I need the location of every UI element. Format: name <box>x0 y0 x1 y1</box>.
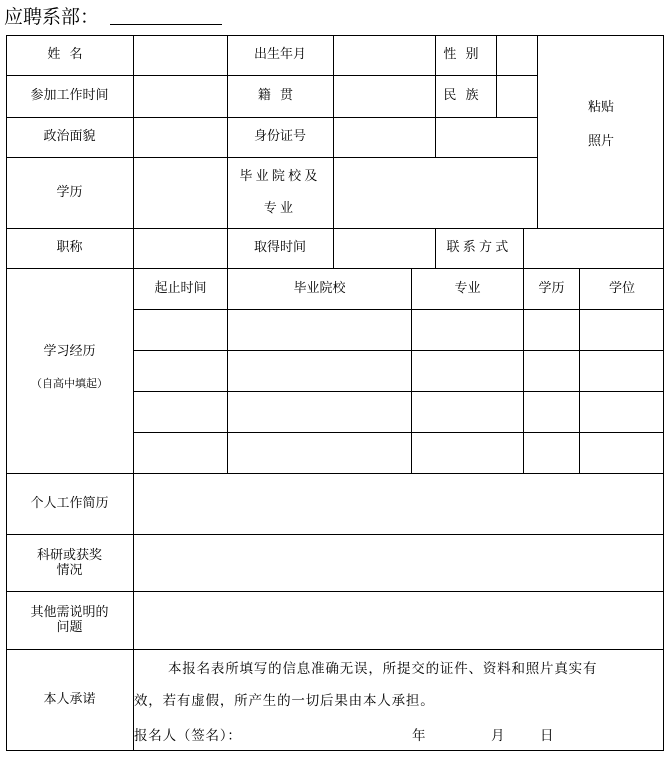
month-label: 月 <box>491 728 506 744</box>
obtained-time-field[interactable] <box>334 228 435 268</box>
politics-field[interactable] <box>134 117 227 157</box>
birth-field[interactable] <box>334 35 435 75</box>
study-col-header: 毕业院校 <box>293 280 346 296</box>
pledge-line-2: 效，若有虚假，所产生的一切后果由本人承担。 <box>134 693 435 709</box>
other-field[interactable] <box>134 591 664 649</box>
name-field[interactable] <box>134 35 227 75</box>
study-entries[interactable] <box>134 310 664 473</box>
study-col-header: 学历 <box>538 280 565 296</box>
study-label: 学习经历 <box>43 343 96 359</box>
title-field[interactable] <box>134 228 227 268</box>
research-field[interactable] <box>134 534 664 591</box>
research-label-1: 科研或获奖 <box>36 547 102 563</box>
study-label-cell <box>6 268 133 473</box>
pledge-label: 本人承诺 <box>43 692 96 707</box>
contact-field[interactable] <box>524 228 664 268</box>
native-place-field[interactable] <box>334 75 435 117</box>
education-label: 学历 <box>56 184 83 200</box>
ethnicity-label: 民族 <box>443 88 488 103</box>
photo-label-1: 粘贴 <box>587 99 614 115</box>
school-major-label-2: 专业 <box>263 200 297 216</box>
title-label: 职称 <box>56 240 83 255</box>
name-label: 姓名 <box>47 47 92 62</box>
research-label <box>6 534 133 591</box>
other-label-2: 问题 <box>56 620 83 635</box>
work-start-field[interactable] <box>134 75 227 117</box>
day-label: 日 <box>540 728 555 744</box>
ethnicity-field[interactable] <box>497 75 537 117</box>
study-col-header: 专业 <box>454 280 481 296</box>
other-label-1: 其他需说明的 <box>30 605 109 620</box>
education-field[interactable] <box>134 157 227 228</box>
gender-field[interactable] <box>497 35 537 75</box>
study-note: （自高中填起） <box>31 376 108 390</box>
school-major-label-1: 毕业院校及 <box>239 168 321 184</box>
id-field[interactable] <box>334 117 537 157</box>
study-col-header: 起止时间 <box>154 280 207 296</box>
school-major-label <box>227 157 333 228</box>
year-label: 年 <box>412 728 427 744</box>
work-history-label: 个人工作简历 <box>30 495 109 511</box>
work-start-label: 参加工作时间 <box>30 88 109 103</box>
application-form <box>6 35 664 751</box>
study-col-header: 学位 <box>608 280 635 296</box>
school-major-field[interactable] <box>334 157 537 228</box>
department-label: 应聘系部： <box>4 6 100 28</box>
photo-area[interactable] <box>538 35 664 228</box>
obtained-time-label: 取得时间 <box>253 240 306 255</box>
photo-label-2: 照片 <box>587 133 614 149</box>
native-place-label: 籍贯 <box>257 88 303 103</box>
birth-label: 出生年月 <box>253 47 306 62</box>
other-label <box>6 591 133 649</box>
id-label: 身份证号 <box>253 129 306 144</box>
department-blank[interactable] <box>110 24 222 25</box>
gender-label: 性别 <box>443 47 488 62</box>
work-history-field[interactable] <box>134 473 664 534</box>
pledge-line-1: 本报名表所填写的信息准确无误，所提交的证件、资料和照片真实有 <box>168 661 598 677</box>
research-label-2: 情况 <box>56 562 83 578</box>
politics-label: 政治面貌 <box>43 129 96 144</box>
contact-label: 联系方式 <box>446 240 512 255</box>
signature-label: 报名人（签名）： <box>134 728 242 744</box>
